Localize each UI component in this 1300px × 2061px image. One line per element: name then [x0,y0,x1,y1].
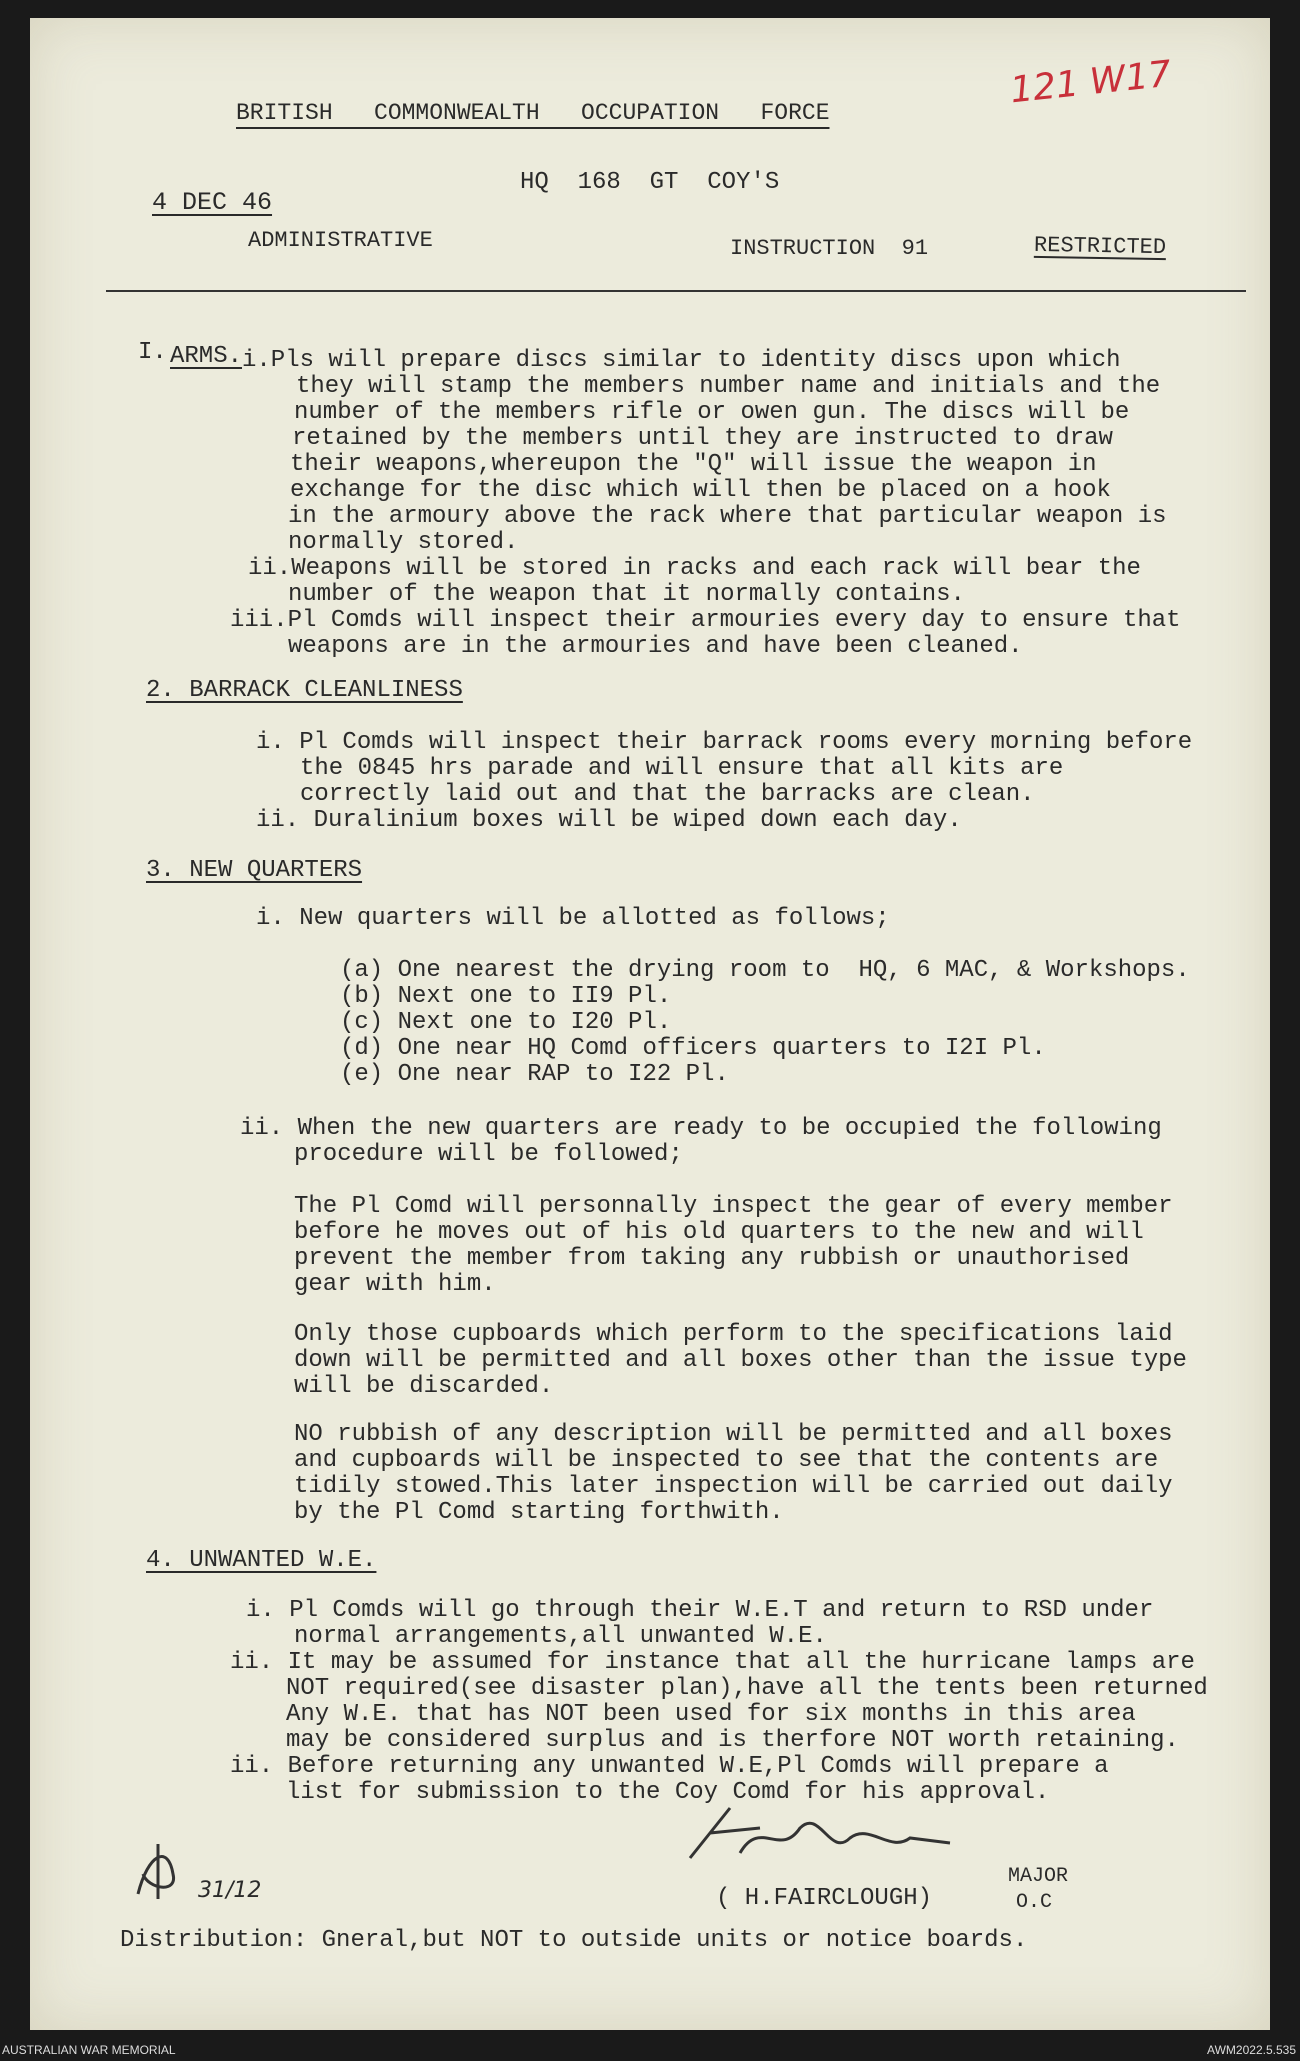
quarters-item: (d) One near HQ Comd officers quarters to I2I Pl. [340,1035,1046,1062]
section-1-line: their weapons,whereupon the "Q" will issue the weapon in [290,451,1097,478]
section-1-line: weapons are in the armouries and have been cleaned. [288,633,1023,660]
footer-accession: AWM2022.5.535 [1207,2043,1296,2057]
header-date: 4 DEC 46 [152,188,273,217]
section-4-line: Any W.E. that has NOT been used for six months in this area [286,1701,1136,1728]
section-1-line: they will stamp the members number name and initials and the [296,373,1161,400]
section-4-line: normal arrangements,all unwanted W.E. [294,1623,827,1650]
document-page [30,18,1270,2030]
procedure-para-3-line: NO rubbish of any description will be permitted and all boxes [294,1421,1173,1448]
procedure-para-3-line: and cupboards will be inspected to see that the contents are [294,1447,1159,1474]
signatory-name: ( H.FAIRCLOUGH) [716,1885,933,1912]
section-3-intro: i. New quarters will be allotted as follows; [256,905,890,932]
handwritten-annotation: 121 W17 [1008,53,1174,112]
section-3-ii-line: procedure will be followed; [294,1141,683,1168]
section-4-line: ii. It may be assumed for instance that all the hurricane lamps are [230,1649,1195,1676]
header-unit: HQ 168 GT COY'S [520,169,780,196]
section-1-line: exchange for the disc which will then be placed on a hook [290,477,1111,504]
procedure-para-3-line: tidily stowed.This later inspection will be carried out daily [294,1473,1173,1500]
section-1-number: I. [138,339,167,366]
section-1-line: number of the members rifle or owen gun. The discs will be [294,399,1130,426]
section-2-line: correctly laid out and that the barracks are clean. [300,781,1035,808]
section-4-line: NOT required(see disaster plan),have all the tents been returned [286,1675,1208,1702]
initials-scrawl [128,1834,198,1904]
procedure-para-1-line: gear with him. [294,1271,496,1298]
procedure-para-2-line: will be discarded. [294,1373,554,1400]
section-1-line: ii.Weapons will be stored in racks and each rack will bear the [248,555,1141,582]
header-instruction: INSTRUCTION 91 [730,236,929,261]
section-4-line: may be considered surplus and is therfore NOT worth retaining. [286,1727,1179,1754]
footer-credit: AUSTRALIAN WAR MEMORIAL [2,2043,176,2057]
section-3-title: 3. NEW QUARTERS [146,857,363,884]
section-2-line: the 0845 hrs parade and will ensure that all kits are [300,755,1064,782]
header-force: BRITISH COMMONWEALTH OCCUPATION FORCE [236,100,830,126]
distribution-note: Distribution: Gneral,but NOT to outside units or notice boards. [120,1927,1028,1954]
section-1-line: iii.Pl Comds will inspect their armouries every day to ensure that [230,607,1181,634]
section-4-line: i. Pl Comds will go through their W.E.T and return to RSD under [246,1597,1154,1624]
section-3-ii-line: ii. When the new quarters are ready to be occupied the following [240,1115,1162,1142]
section-4-line: ii. Before returning any unwanted W.E,Pl Comds will prepare a [230,1753,1109,1780]
signatory-role: O.C [1016,1891,1053,1914]
section-2-line: ii. Duralinium boxes will be wiped down each day. [256,807,962,834]
section-2-title: 2. BARRACK CLEANLINESS [146,677,463,704]
section-1-line: in the armoury above the rack where that particular weapon is [288,503,1167,530]
section-1-line: retained by the members until they are instructed to draw [292,425,1113,452]
section-2-line: i. Pl Comds will inspect their barrack rooms every morning before [256,729,1193,756]
header-rule [106,290,1246,292]
section-1-line: number of the weapon that it normally contains. [288,581,965,608]
initials-date: 31/12 [198,1878,262,1903]
procedure-para-3-line: by the Pl Comd starting forthwith. [294,1499,784,1526]
section-1-line: normally stored. [288,529,519,556]
quarters-item: (a) One nearest the drying room to HQ, 6 MAC, & Workshops. [340,957,1190,984]
quarters-item: (b) Next one to II9 Pl. [340,983,672,1010]
section-4-line: list for submission to the Coy Comd for his approval. [286,1779,1050,1806]
procedure-para-1-line: prevent the member from taking any rubbish or unauthorised [294,1245,1130,1272]
header-doc-type: ADMINISTRATIVE [248,228,433,253]
procedure-para-1-line: The Pl Comd will personnally inspect the gear of every member [294,1193,1173,1220]
quarters-item: (e) One near RAP to I22 Pl. [340,1061,729,1088]
procedure-para-2-line: Only those cupboards which perform to the specifications laid [294,1321,1173,1348]
procedure-para-2-line: down will be permitted and all boxes other than the issue type [294,1347,1187,1374]
signatory-rank: MAJOR [1008,1865,1069,1888]
signature-scrawl [670,1798,970,1878]
section-4-title: 4. UNWANTED W.E. [146,1547,377,1574]
section-1-title: ARMS. [170,343,243,370]
quarters-item: (c) Next one to I20 Pl. [340,1009,672,1036]
procedure-para-1-line: before he moves out of his old quarters to the new and will [294,1219,1144,1246]
header-classification: RESTRICTED [1033,232,1167,261]
section-1-line: i.Pls will prepare discs similar to identity discs upon which [242,347,1121,374]
